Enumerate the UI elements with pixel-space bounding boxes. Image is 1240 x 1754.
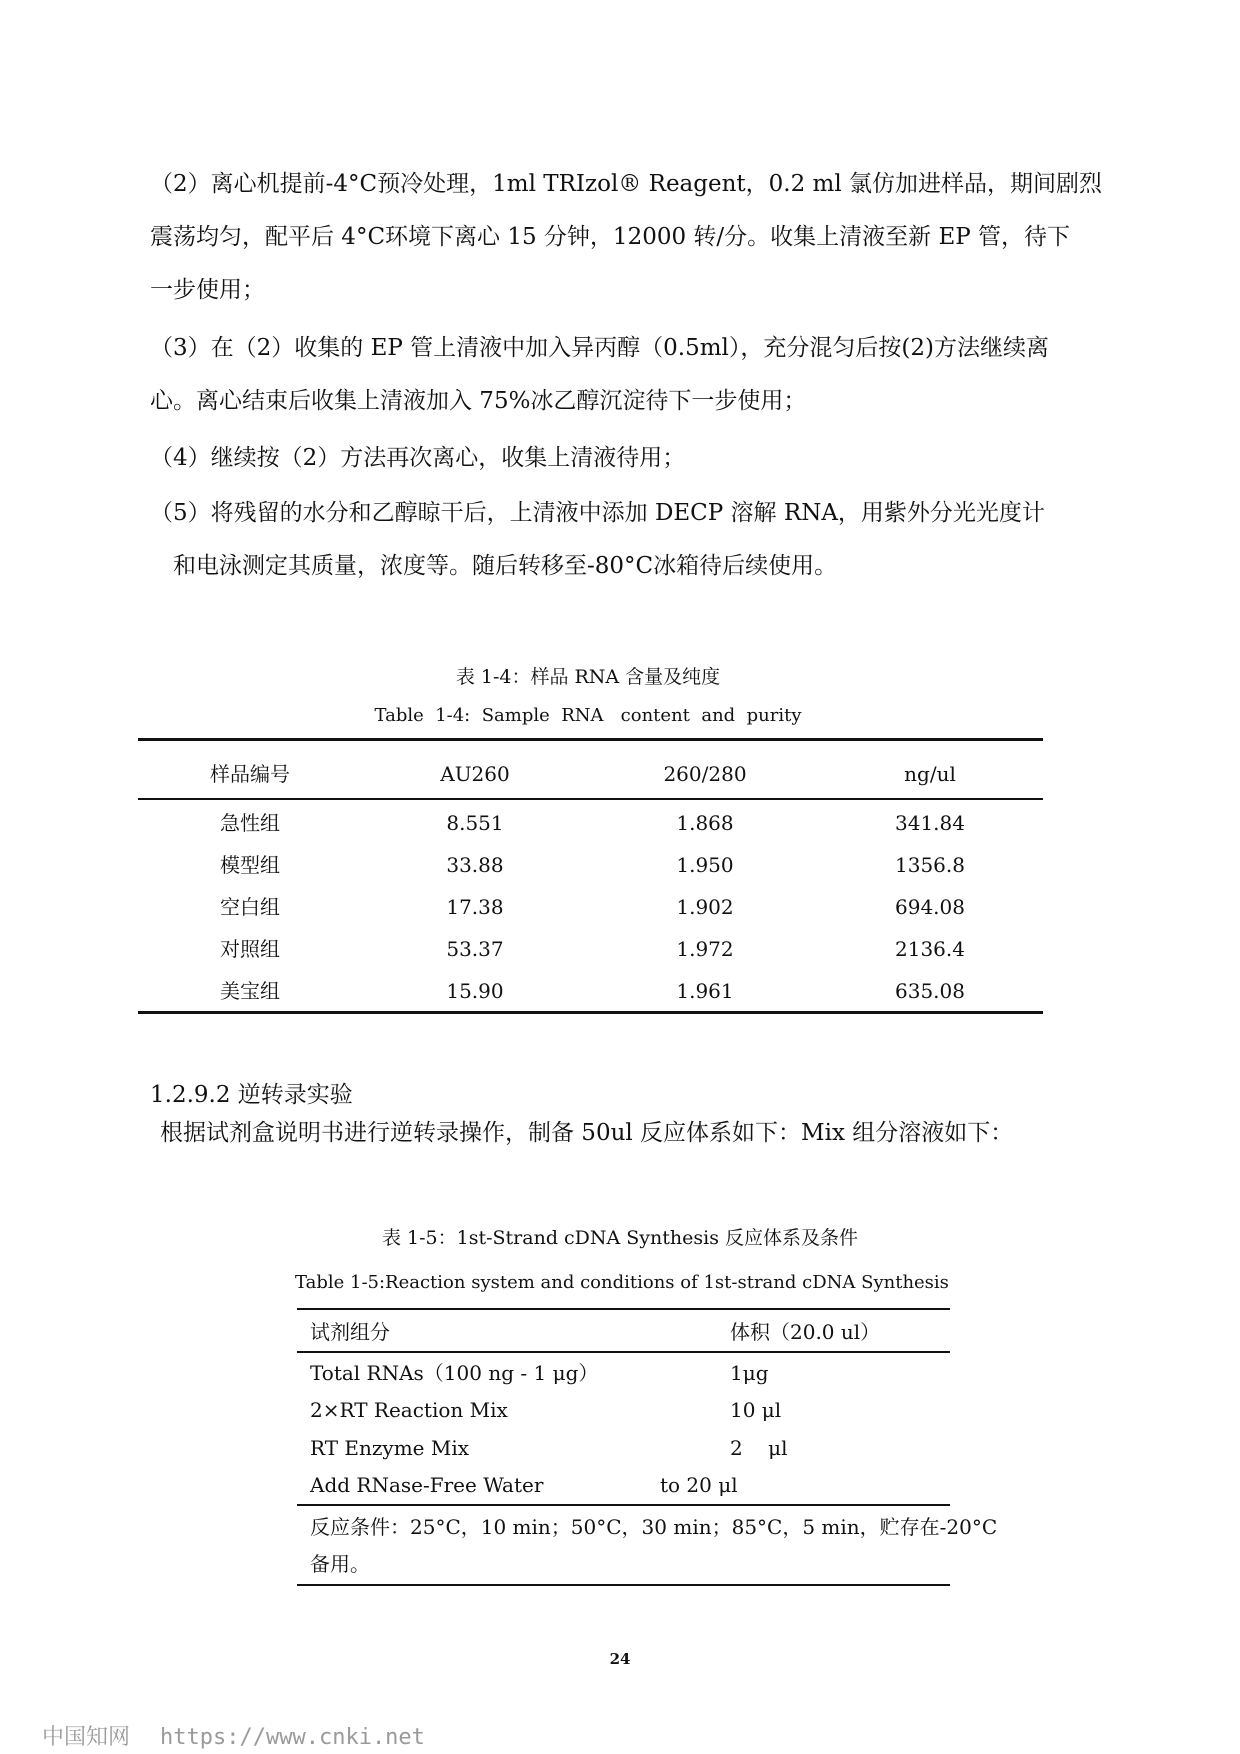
table-cell: 53.37 — [446, 937, 504, 961]
table-cell: Add RNase-Free Water — [310, 1473, 544, 1497]
text-line: 根据试剂盒说明书进行逆转录操作，制备 50ul 反应体系如下：Mix 组分溶液如下： — [160, 1120, 1014, 1146]
text-line: （3）在（2）收集的 EP 管上清液中加入异丙醇（0.5ml），充分混匀后按(2)方法继续离 — [150, 335, 1049, 361]
table-bottom-rule — [297, 1584, 950, 1586]
table-cell: 1μg — [730, 1361, 769, 1385]
table-cell: 美宝组 — [220, 979, 280, 1003]
table-cell: 1.950 — [676, 853, 734, 877]
table-cell: 635.08 — [895, 979, 965, 1003]
table-cell: 2×RT Reaction Mix — [310, 1398, 508, 1422]
table-cell: 急性组 — [220, 811, 280, 835]
table-cell: 17.38 — [446, 895, 504, 919]
table-cell: RT Enzyme Mix — [310, 1436, 470, 1460]
table-cell: 模型组 — [220, 853, 280, 877]
table-cell: to 20 μl — [660, 1473, 738, 1497]
table-header-rule — [297, 1351, 950, 1353]
text-line: 一步使用； — [150, 277, 265, 303]
table-cell: 10 μl — [730, 1398, 782, 1422]
table-note-rule — [297, 1504, 950, 1506]
footer-url[interactable]: https://www.cnki.net — [160, 1725, 425, 1750]
table-top-rule — [138, 738, 1043, 741]
section-paragraph — [160, 1115, 1110, 1151]
footer-brand: 中国知网 — [42, 1725, 131, 1750]
table-cell: 对照组 — [220, 937, 280, 961]
table-header-cell: 试剂组分 — [310, 1320, 390, 1344]
table-cell: 1.868 — [676, 811, 734, 835]
table-bottom-rule — [138, 1011, 1043, 1014]
table-caption-en: Table 1-5:Reaction system and conditions of 1st-strand cDNA Synthesis — [295, 1272, 949, 1293]
paragraph-step-3 — [150, 322, 1100, 428]
table-cell: Total RNAs（100 ng - 1 μg） — [310, 1361, 599, 1385]
table-caption-cn: 表 1-5：1st-Strand cDNA Synthesis 反应体系及条件 — [381, 1227, 858, 1249]
text-line: 震荡均匀，配平后 4°C环境下离心 15 分钟，12000 转/分。收集上清液至新 EP 管，待下 — [150, 224, 1071, 250]
table-top-rule — [297, 1308, 950, 1310]
table-note-line: 备用。 — [310, 1552, 370, 1576]
table-header-cell: 样品编号 — [210, 762, 290, 786]
table-cell: 694.08 — [895, 895, 965, 919]
paragraph-step-5 — [150, 487, 1100, 593]
table-cell: 1.902 — [676, 895, 734, 919]
text-line: 和电泳测定其质量，浓度等。随后转移至-80°C冰箱待后续使用。 — [173, 553, 838, 579]
table-cell: 2 μl — [730, 1436, 788, 1460]
table-header-rule — [138, 798, 1043, 800]
table-cell: 1.961 — [676, 979, 734, 1003]
paragraph-step-2 — [150, 158, 1103, 317]
table-cell: 1.972 — [676, 937, 734, 961]
text-line: 心。离心结束后收集上清液加入 75%冰乙醇沉淀待下一步使用； — [150, 388, 807, 414]
text-line: （2）离心机提前-4°C预冷处理，1ml TRIzol® Reagent，0.2 ml 氯仿加进样品，期间剧烈 — [150, 171, 1103, 197]
table-cell: 341.84 — [895, 811, 965, 835]
table-header-cell: ng/ul — [904, 762, 956, 786]
table-header-cell: AU260 — [440, 762, 510, 786]
table-cell: 8.551 — [446, 811, 504, 835]
table-cell: 2136.4 — [895, 937, 965, 961]
table-header-cell: 260/280 — [663, 762, 747, 786]
page-number: 24 — [609, 1650, 631, 1668]
section-heading: 1.2.9.2 逆转录实验 — [150, 1082, 353, 1108]
table-caption-cn: 表 1-4：样品 RNA 含量及纯度 — [455, 666, 721, 688]
table-cell: 1356.8 — [895, 853, 965, 877]
table-caption-en: Table 1-4: Sample RNA content and purity — [374, 705, 802, 726]
text-line: （4）继续按（2）方法再次离心，收集上清液待用； — [150, 445, 686, 471]
table-cell: 33.88 — [446, 853, 504, 877]
table-note-line: 反应条件：25°C，10 min；50°C，30 min；85°C，5 min，贮存在-20°C — [310, 1515, 998, 1539]
cnki-watermark — [42, 1720, 425, 1751]
table-cell: 15.90 — [446, 979, 504, 1003]
paragraph-step-4 — [150, 432, 1100, 485]
table-cell: 空白组 — [220, 895, 280, 919]
text-line: （5）将残留的水分和乙醇晾干后，上清液中添加 DECP 溶解 RNA，用紫外分光光度计 — [150, 500, 1045, 526]
table-header-cell: 体积（20.0 ul） — [730, 1320, 881, 1344]
